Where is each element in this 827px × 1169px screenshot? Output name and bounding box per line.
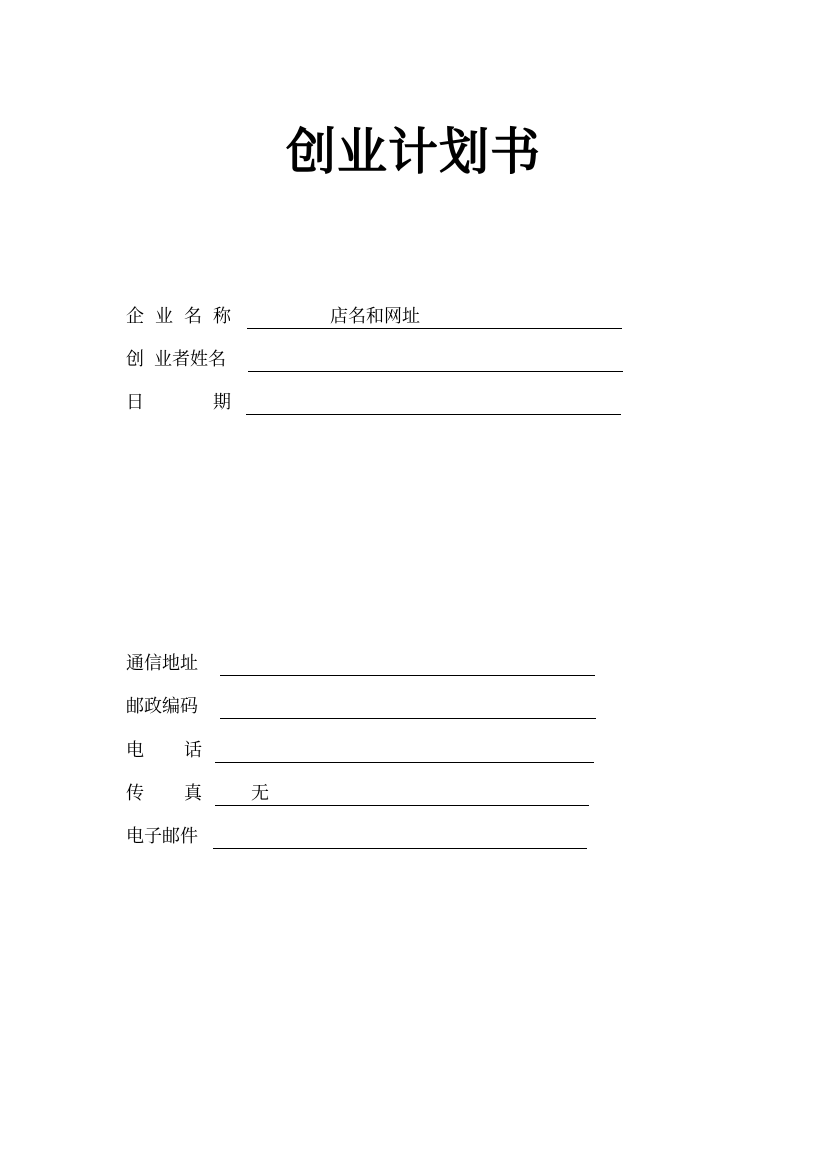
email-field[interactable] — [213, 825, 587, 849]
date-row — [126, 391, 626, 415]
address-label: 通信地址 — [126, 653, 198, 674]
date-field[interactable] — [246, 391, 621, 415]
founder-name-row — [126, 348, 626, 372]
label-char: 期 — [213, 392, 231, 413]
label-char: 业 — [155, 306, 173, 327]
fax-value: 无 — [251, 783, 269, 804]
document-title: 创业计划书 — [286, 122, 541, 181]
phone-field[interactable] — [215, 739, 594, 763]
label-char: 电 — [126, 740, 144, 761]
address-field[interactable] — [220, 652, 595, 676]
company-name-field[interactable] — [247, 305, 622, 329]
email-row — [126, 825, 606, 849]
address-row — [126, 652, 606, 676]
company-name-value: 店名和网址 — [330, 306, 420, 327]
label-char: 日 — [126, 392, 144, 413]
label-char: 称 — [213, 306, 231, 327]
email-label: 电子邮件 — [126, 826, 198, 847]
label-char: 企 — [126, 306, 144, 327]
company-name-row — [126, 305, 626, 329]
postal-code-label: 邮政编码 — [126, 696, 198, 717]
fax-field[interactable] — [215, 782, 589, 806]
postal-code-row — [126, 695, 606, 719]
postal-code-field[interactable] — [220, 695, 596, 719]
label-char: 真 — [184, 783, 202, 804]
label-char: 创 — [126, 349, 144, 370]
phone-row — [126, 739, 606, 763]
label-char: 传 — [126, 783, 144, 804]
label-char: 业者姓名 — [154, 349, 226, 370]
founder-name-field[interactable] — [248, 348, 623, 372]
fax-row — [126, 782, 606, 806]
label-char: 话 — [184, 740, 202, 761]
label-char: 名 — [184, 306, 202, 327]
